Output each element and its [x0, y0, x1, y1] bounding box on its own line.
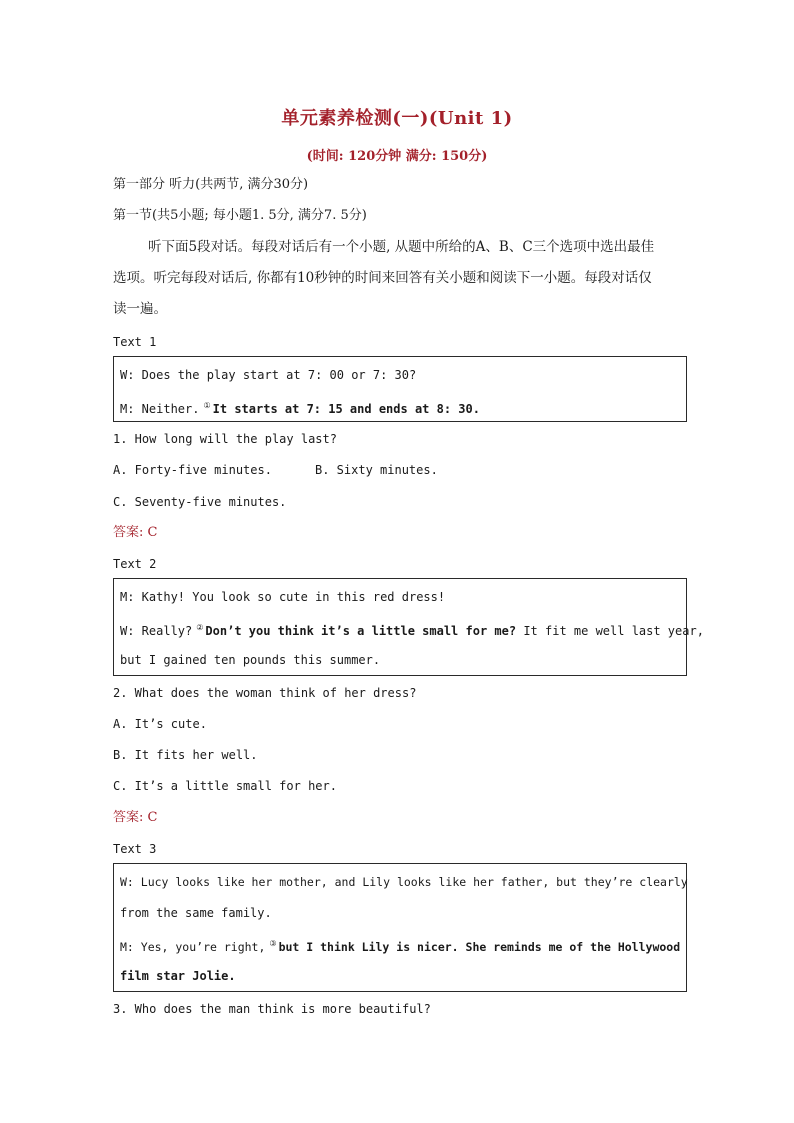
text1-label: Text 1	[113, 335, 157, 349]
text3-key-sentence-end: film star Jolie.	[120, 969, 236, 983]
text2-line-2-rest: It fit me well last year,	[516, 624, 704, 638]
question-2-option-a: A. It’s cute.	[113, 717, 207, 731]
question-1-option-a: A. Forty-five minutes.	[113, 463, 272, 477]
page-subtitle: (时间: 120分钟 满分: 150分)	[306, 149, 488, 164]
text3-dialogue-line-4	[120, 968, 236, 984]
text2-dialogue-line-1: M: Kathy! You look so cute in this red dress!	[120, 590, 446, 604]
instruction-line-3: 读一遍。	[113, 301, 167, 317]
text1-dialogue-line-1: W: Does the play start at 7: 00 or 7: 30?	[120, 368, 417, 382]
question-2-option-b: B. It fits her well.	[113, 748, 258, 762]
text3-label: Text 3	[113, 842, 157, 856]
text1-key-sentence: It starts at 7: 15 and ends at 8: 30.	[212, 402, 480, 416]
text2-speaker-w: W: Really?	[120, 624, 193, 638]
instruction-line-1: 听下面5段对话。每段对话后有一个小题, 从题中所给的A、B、C三个选项中选出最佳	[148, 239, 655, 255]
question-1-option-b: B. Sixty minutes.	[315, 463, 438, 477]
question-1-option-c: C. Seventy-five minutes.	[113, 495, 287, 509]
text3-key-sentence: but I think Lily is nicer. She reminds me of the Hollywood	[278, 939, 681, 954]
text2-dialogue-line-2	[120, 620, 704, 639]
text3-dialogue-line-1: W: Lucy looks like her mother, and Lily looks like her father, but they’re clearly	[120, 875, 688, 889]
text2-dialogue-box	[113, 578, 704, 676]
question-3: 3. Who does the man think is more beautiful?	[113, 1002, 431, 1016]
text1-dialogue-line-2	[120, 398, 480, 417]
text3-dialogue-line-3	[120, 936, 680, 955]
question-2-option-c: C. It’s a little small for her.	[113, 779, 337, 793]
text1-speaker-m: M: Neither.	[120, 402, 200, 416]
text2-label: Text 2	[113, 557, 157, 571]
marker-1-icon: ①	[203, 401, 211, 410]
page-title: 单元素养检测(一)(Unit 1)	[281, 108, 513, 129]
instruction-line-2: 选项。听完每段对话后, 你都有10秒钟的时间来回答有关小题和阅读下一小题。每段对话仅	[113, 270, 652, 286]
text3-speaker-m: M: Yes, you’re right,	[120, 939, 266, 954]
text3-dialogue-box	[113, 863, 687, 992]
text1-dialogue-box	[113, 356, 687, 422]
question-1-answer: 答案: C	[113, 525, 158, 540]
part-heading: 第一部分 听力(共两节, 满分30分)	[113, 177, 309, 192]
marker-3-icon: ③	[269, 939, 277, 948]
text2-dialogue-line-3: but I gained ten pounds this summer.	[120, 653, 381, 667]
text2-key-sentence: Don’t you think it’s a little small for me?	[205, 624, 517, 638]
question-1: 1. How long will the play last?	[113, 432, 337, 446]
section-heading: 第一节(共5小题; 每小题1. 5分, 满分7. 5分)	[113, 208, 367, 223]
text3-dialogue-line-2: from the same family.	[120, 906, 272, 920]
marker-2-icon: ②	[196, 623, 204, 632]
question-2: 2. What does the woman think of her dress?	[113, 686, 417, 700]
question-2-answer: 答案: C	[113, 810, 158, 825]
